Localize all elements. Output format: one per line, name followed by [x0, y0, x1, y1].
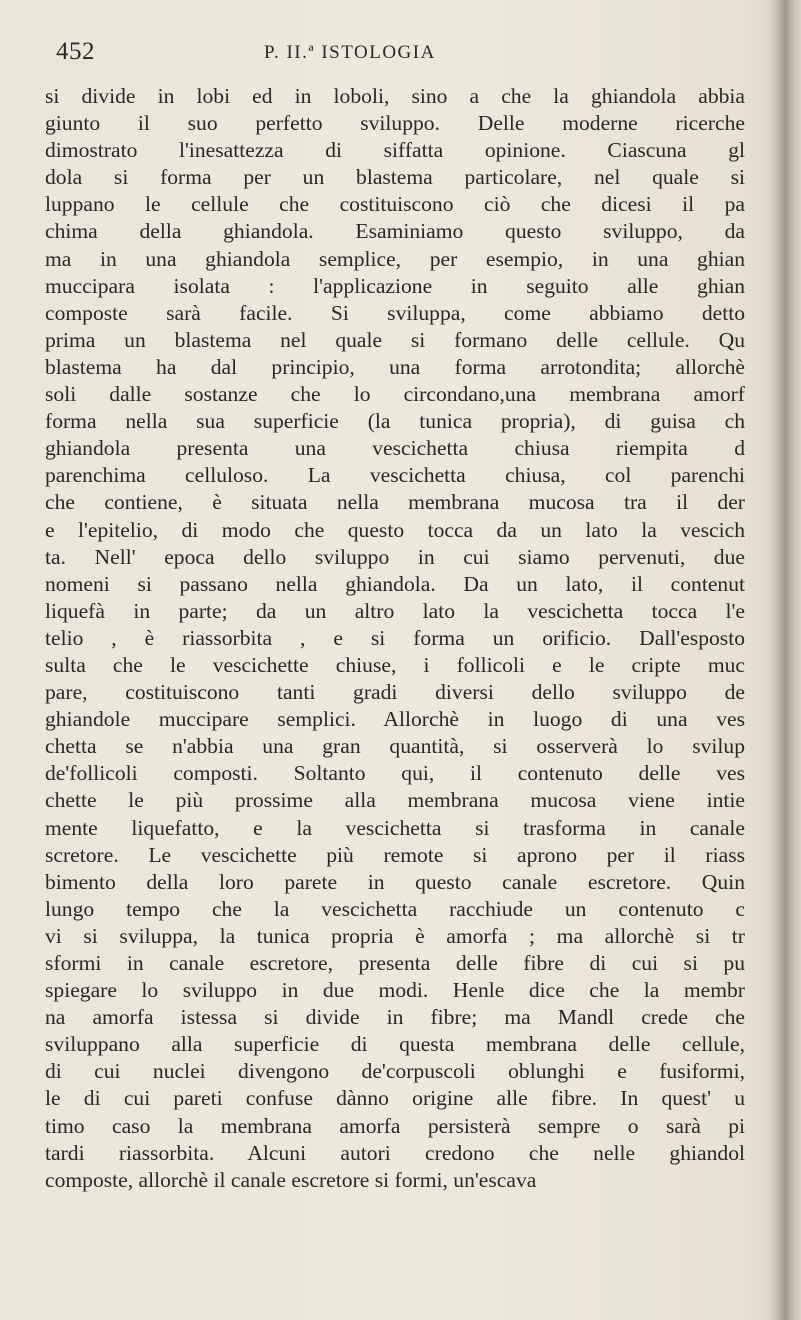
text-line: sviluppano alla superficie di questa membrana delle cellule, [45, 1032, 745, 1057]
text-line: forma nella sua superficie (la tunica propria), di guisa ch [45, 409, 745, 434]
text-line: composte, allorchè il canale escretore si formi, un'escava [45, 1167, 537, 1192]
text-line: parenchima celluloso. La vescichetta chiusa, col parenchi [45, 463, 745, 488]
text-line: timo caso la membrana amorfa persisterà sempre o sarà pi [45, 1113, 745, 1138]
text-line: muccipara isolata : l'applicazione in seguito alle ghian [45, 273, 745, 298]
text-line: luppano le cellule che costituiscono ciò che dicesi il pa [45, 192, 745, 217]
text-line: mente liquefatto, e la vescichetta si trasforma in canale [45, 815, 745, 840]
page-header [56, 38, 731, 72]
text-line: nomeni si passano nella ghiandola. Da un lato, il contenut [45, 571, 745, 596]
text-line: chima della ghiandola. Esaminiamo questo sviluppo, da [45, 219, 745, 244]
text-line: che contiene, è situata nella membrana mucosa tra il der [45, 490, 745, 515]
page-number: 452 [56, 38, 95, 65]
text-line: chetta se n'abbia una gran quantità, si osserverà lo svilup [45, 734, 745, 759]
text-line: soli dalle sostanze che lo circondano,una membrana amorf [45, 382, 745, 407]
text-line: scretore. Le vescichette più remote si aprono per il riass [45, 842, 745, 867]
text-line: ta. Nell' epoca dello sviluppo in cui siamo pervenuti, due [45, 544, 745, 569]
text-line: telio , è riassorbita , e si forma un orificio. Dall'esposto [45, 625, 745, 650]
text-line: blastema ha dal principio, una forma arrotondita; allorchè [45, 354, 745, 379]
text-line: lungo tempo che la vescichetta racchiude un contenuto c [45, 896, 745, 921]
text-line: dola si forma per un blastema particolare, nel quale si [45, 165, 745, 190]
body-text [45, 83, 745, 1194]
text-line: di cui nuclei divengono de'corpuscoli oblunghi e fusiformi, [45, 1059, 745, 1084]
text-line: spiegare lo sviluppo in due modi. Henle dice che la membr [45, 978, 745, 1003]
text-line: e l'epitelio, di modo che questo tocca da un lato la vescich [45, 517, 745, 542]
text-line: composte sarà facile. Si sviluppa, come abbiamo detto [45, 300, 745, 325]
text-line: vi si sviluppa, la tunica propria è amorfa ; ma allorchè si tr [45, 923, 745, 948]
text-line: ma in una ghiandola semplice, per esempio, in una ghian [45, 246, 745, 271]
text-line: tardi riassorbita. Alcuni autori credono che nelle ghiandol [45, 1140, 745, 1165]
text-line: sformi in canale escretore, presenta delle fibre di cui si pu [45, 951, 745, 975]
text-line: prima un blastema nel quale si formano delle cellule. Qu [45, 327, 745, 352]
text-line: si divide in lobi ed in loboli, sino a che la ghiandola abbia [45, 84, 745, 108]
text-line: liquefà in parte; da un altro lato la vescichetta tocca l'e [45, 598, 745, 623]
text-line: ghiandole muccipare semplici. Allorchè in luogo di una ves [45, 707, 745, 732]
text-line: chette le più prossime alla membrana mucosa viene intie [45, 788, 745, 813]
running-head: P. II.ª ISTOLOGIA [264, 42, 436, 63]
page-gutter-shadow [767, 0, 801, 1320]
text-line: de'follicoli composti. Soltanto qui, il contenuto delle ves [45, 761, 745, 786]
text-line: bimento della loro parete in questo canale escretore. Quin [45, 869, 745, 894]
text-line: pare, costituiscono tanti gradi diversi dello sviluppo de [45, 680, 745, 705]
text-line: giunto il suo perfetto sviluppo. Delle moderne ricerche [45, 111, 745, 136]
text-line: na amorfa istessa si divide in fibre; ma Mandl crede che [45, 1005, 745, 1030]
text-line: sulta che le vescichette chiuse, i follicoli e le cripte muc [45, 652, 745, 677]
text-line: le di cui pareti confuse dànno origine alle fibre. In quest' u [45, 1086, 745, 1111]
text-line: dimostrato l'inesattezza di siffatta opinione. Ciascuna gl [45, 138, 745, 163]
text-line: ghiandola presenta una vescichetta chiusa riempita d [45, 436, 745, 461]
